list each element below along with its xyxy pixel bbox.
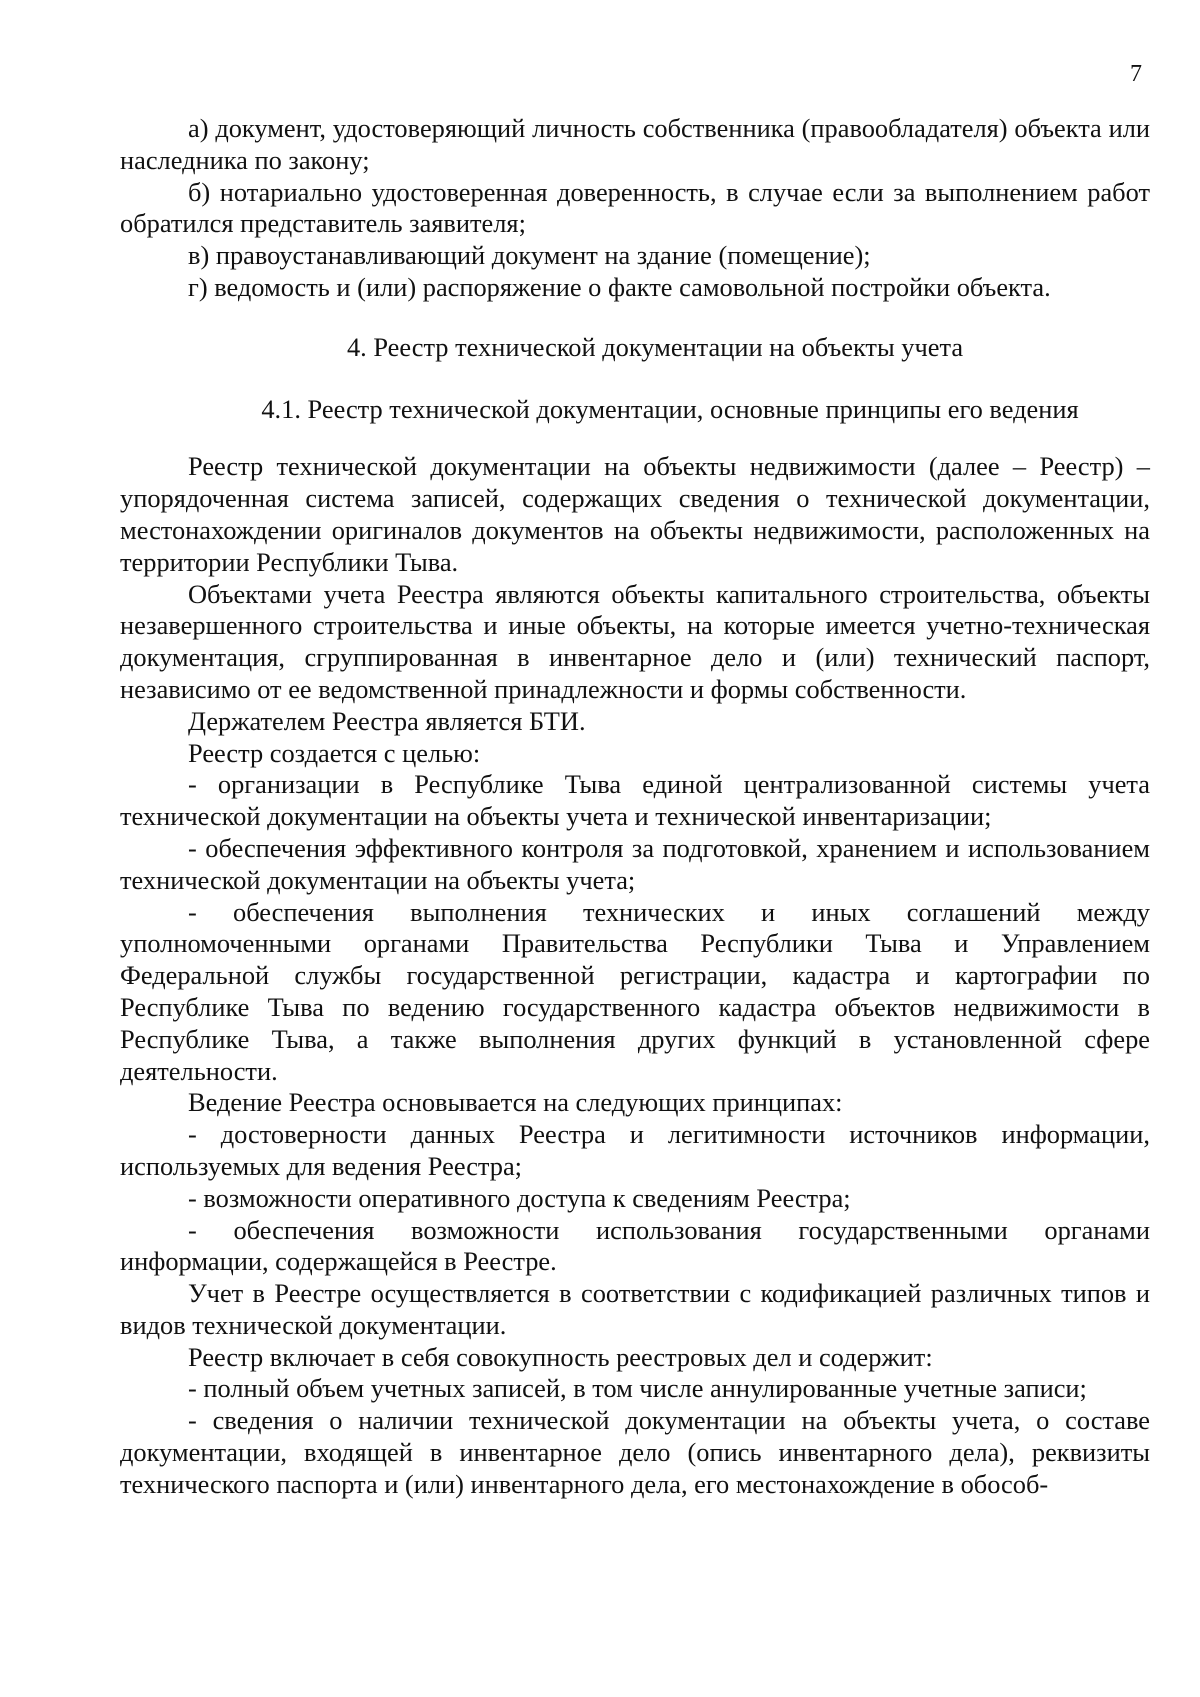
paragraph-registry-purpose: Реестр создается с целью:	[188, 737, 481, 768]
paragraph-registry-contents: Реестр включает в себя совокупность реестровых дел и содержит:	[188, 1341, 933, 1372]
paragraph-codification: Учет в Реестре осуществляется в соответствии с кодификацией различных типов и видов технической документации.	[120, 1278, 1150, 1340]
principle-item-1: - достоверности данных Реестра и легитимности источников информации, используемых для ведения Реестра;	[120, 1119, 1150, 1181]
paragraph-registry-definition: Реестр технической документации на объекты недвижимости (далее – Реестр) – упорядоченная система записей, содержащих сведения о технической документации, местонахождении оригиналов документов на объекты недвижимости, расположенных на территории Республики Тыва.	[120, 451, 1150, 577]
paragraph-registry-objects: Объектами учета Реестра являются объекты капитального строительства, объекты незавершенного строительства и иные объекты, на которые имеется учетно-техническая документация, сгруппированная в инвентарное дело и (или) технический паспорт, независимо от ее ведомственной принадлежности и формы собственности.	[120, 578, 1150, 704]
contents-item-1: - полный объем учетных записей, в том числе аннулированные учетные записи;	[188, 1373, 1087, 1404]
section-title: 4. Реестр технической документации на объекты учета	[346, 331, 964, 362]
purpose-item-3: - обеспечения выполнения технических и иных соглашений между уполномоченными органами Правительства Республики Тыва и Управлением Федеральной службы государственной регистрации, кадастра и картографии по Республике Тыва по ведению государственного кадастра объектов недвижимости в Республике Тыва, а также выполнения других функций в установленной сфере деятельности.	[120, 896, 1150, 1086]
list-item-b: б) нотариально удостоверенная доверенность, в случае если за выполнением работ обратился представитель заявителя;	[120, 176, 1150, 239]
list-item-v: в) правоустанавливающий документ на здание (помещение);	[188, 240, 871, 271]
paragraph-registry-holder: Держателем Реестра является БТИ.	[188, 705, 586, 736]
document-body	[120, 113, 1150, 1501]
contents-item-2: - сведения о наличии технической документации на объекты учета, о составе документации, входящей в инвентарное дело (опись инвентарного дела), реквизиты технического паспорта и (или) инвентарного дела, его местонахождение в обособ-	[120, 1405, 1150, 1499]
paragraph-principles: Ведение Реестра основывается на следующих принципах:	[188, 1087, 843, 1118]
subsection-title: 4.1. Реестр технической документации, основные принципы его ведения	[261, 393, 1079, 424]
principle-item-3: - обеспечения возможности использования государственными органами информации, содержащейся в Реестре.	[120, 1214, 1150, 1277]
purpose-item-1: - организации в Республике Тыва единой централизованной системы учета технической документации на объекты учета и технической инвентаризации;	[120, 769, 1150, 832]
list-item-g: г) ведомость и (или) распоряжение о факте самовольной постройки объекта.	[188, 271, 1051, 302]
list-item-a: а) документ, удостоверяющий личность собственника (правообладателя) объекта или наследника по закону;	[120, 113, 1150, 175]
principle-item-2: - возможности оперативного доступа к сведениям Реестра;	[188, 1182, 851, 1213]
purpose-item-2: - обеспечения эффективного контроля за подготовкой, хранением и использованием технической документации на объекты учета;	[120, 832, 1150, 895]
page-number: 7	[1130, 61, 1142, 87]
